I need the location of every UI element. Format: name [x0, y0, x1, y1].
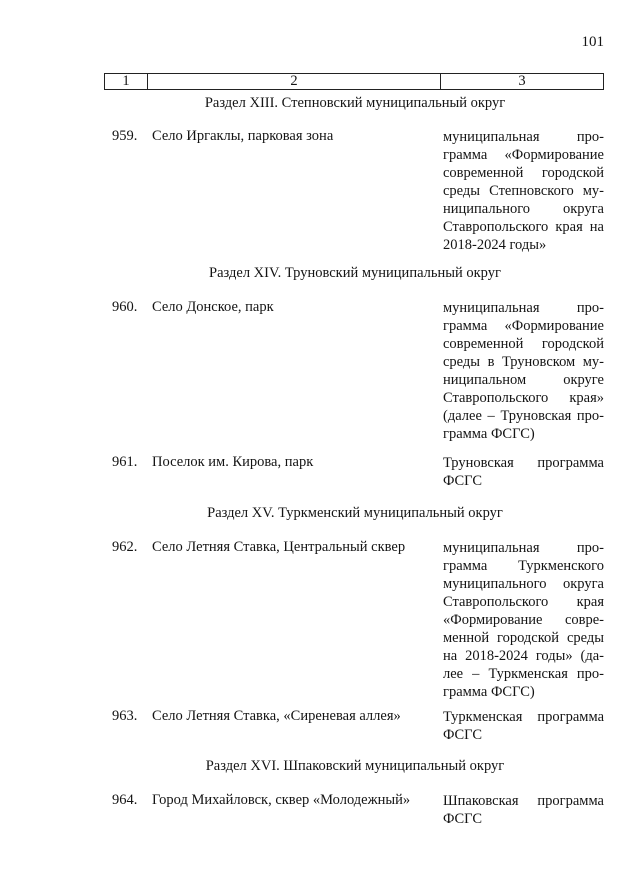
section-title-xiii: Раздел XIII. Степновский муниципальный округ — [204, 95, 506, 111]
row-program — [443, 128, 604, 254]
program-line: современной городской — [443, 336, 604, 352]
row-program — [443, 792, 604, 828]
row-program — [443, 539, 604, 701]
row-place: Поселок им. Кирова, парк — [152, 454, 314, 470]
program-line: грамма ФСГС) — [443, 426, 535, 442]
program-line: грамма «Формирование — [443, 147, 604, 163]
column-header-1: 1 — [105, 74, 148, 89]
page-number: 101 — [581, 34, 604, 50]
program-line: грамма Туркменского — [443, 558, 604, 574]
program-line: муниципальная про- — [443, 300, 604, 316]
program-line: Ставропольского края» — [443, 390, 604, 406]
program-line: грамма «Формирование — [443, 318, 604, 334]
row-place: Село Летняя Ставка, Центральный сквер — [152, 539, 406, 555]
program-line: муниципальная про- — [443, 129, 604, 145]
row-number: 960. — [112, 299, 138, 315]
program-line: Ставропольского края на — [443, 219, 604, 235]
row-number: 962. — [112, 539, 138, 555]
program-line: ФСГС — [443, 811, 482, 827]
row-place: Село Летняя Ставка, «Сиреневая аллея» — [152, 708, 401, 724]
program-line: ФСГС — [443, 727, 482, 743]
program-line: (далее – Труновская про- — [443, 408, 604, 424]
program-line: «Формирование совре- — [443, 612, 604, 628]
row-place: Город Михайловск, сквер «Молодежный» — [152, 792, 411, 808]
row-number: 959. — [112, 128, 138, 144]
program-line: ниципального округа — [443, 201, 604, 217]
program-line: Шпаковская программа — [443, 793, 604, 809]
program-line: ФСГС — [443, 473, 482, 489]
program-line: лее – Туркменская про- — [443, 666, 604, 682]
program-line: грамма ФСГС) — [443, 684, 535, 700]
program-line: Труновская программа — [443, 455, 604, 471]
program-line: ниципальном округе — [443, 372, 604, 388]
column-header-2: 2 — [148, 74, 441, 89]
row-program — [443, 454, 604, 490]
section-title-xiv: Раздел XIV. Труновский муниципальный округ — [209, 265, 501, 281]
row-program — [443, 299, 604, 443]
table-header — [104, 73, 604, 90]
row-number: 964. — [112, 792, 138, 808]
program-line: муниципальная про- — [443, 540, 604, 556]
program-line: 2018-2024 годы» — [443, 237, 547, 253]
program-line: Ставропольского края — [443, 594, 604, 610]
row-number: 963. — [112, 708, 138, 724]
section-title-xv: Раздел XV. Туркменский муниципальный округ — [207, 505, 503, 521]
row-place: Село Иргаклы, парковая зона — [152, 128, 334, 144]
row-number: 961. — [112, 454, 138, 470]
section-title-xvi: Раздел XVI. Шпаковский муниципальный округ — [205, 758, 505, 774]
program-line: среды Степновского му- — [443, 183, 604, 199]
row-place: Село Донское, парк — [152, 299, 274, 315]
program-line: среды в Труновском му- — [443, 354, 604, 370]
program-line: на 2018-2024 годы» (да- — [443, 648, 604, 664]
program-line: Туркменская программа — [443, 709, 604, 725]
program-line: муниципального округа — [443, 576, 604, 592]
program-line: менной городской среды — [443, 630, 604, 646]
column-header-3: 3 — [518, 73, 526, 89]
row-program — [443, 708, 604, 744]
program-line: современной городской — [443, 165, 604, 181]
